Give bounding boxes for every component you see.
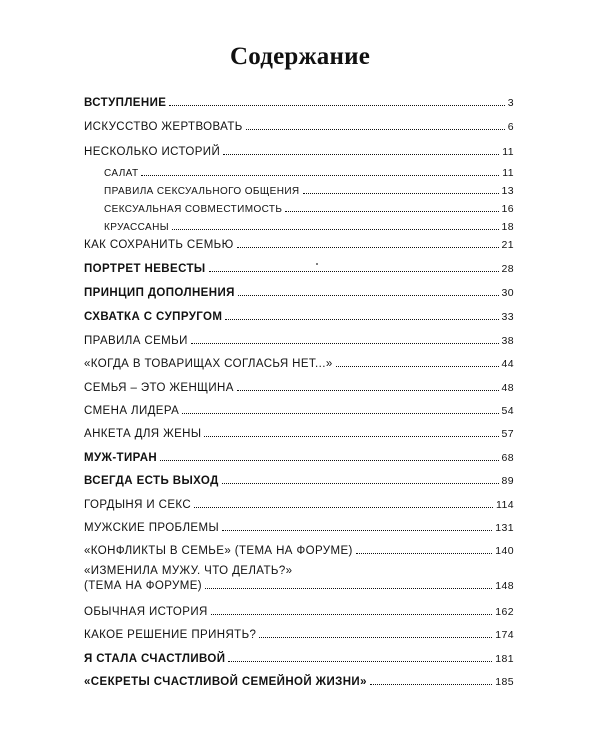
toc-entry-multiline[interactable] xyxy=(84,564,514,594)
leader-dots xyxy=(246,128,505,130)
toc-entry[interactable] xyxy=(84,262,514,276)
toc-entry[interactable] xyxy=(84,652,514,666)
toc-entry-page: 16 xyxy=(501,203,514,215)
leader-dots xyxy=(172,228,499,230)
toc-entry[interactable] xyxy=(84,675,514,689)
leader-dots xyxy=(204,435,498,437)
toc-entry[interactable] xyxy=(84,521,514,535)
leader-dots xyxy=(237,389,499,391)
leader-dots xyxy=(223,153,499,155)
leader-dots xyxy=(205,587,492,589)
toc-entry-label: «КОНФЛИКТЫ В СЕМЬЕ» (ТЕМА НА ФОРУМЕ) xyxy=(84,545,353,557)
toc-entry-label: ПРАВИЛА СЕКСУАЛЬНОГО ОБЩЕНИЯ xyxy=(104,186,300,197)
leader-dots xyxy=(194,506,493,508)
toc-entry-label-line1: «ИЗМЕНИЛА МУЖУ. ЧТО ДЕЛАТЬ?» xyxy=(84,565,293,577)
leader-dots xyxy=(209,270,499,272)
toc-entry-label: «СЕКРЕТЫ СЧАСТЛИВОЙ СЕМЕЙНОЙ ЖИЗНИ» xyxy=(84,676,367,688)
toc-entry-page: 181 xyxy=(495,653,514,665)
leader-dots xyxy=(141,174,499,176)
leader-dots xyxy=(237,246,499,248)
leader-dots xyxy=(370,683,492,685)
toc-entry-page: 3 xyxy=(507,97,514,109)
toc-entry-label: КРУАССАНЫ xyxy=(104,222,169,233)
toc-entry-label: КАК СОХРАНИТЬ СЕМЬЮ xyxy=(84,239,234,251)
toc-entry-label: СМЕНА ЛИДЕРА xyxy=(84,405,180,417)
toc-entry-label: ПОРТРЕТ НЕВЕСТЫ xyxy=(84,263,206,275)
toc-entry[interactable] xyxy=(84,238,514,252)
leader-dots xyxy=(160,459,498,461)
toc-entry-label: СЕМЬЯ – ЭТО ЖЕНЩИНА xyxy=(84,382,234,394)
toc-entry-label: «КОГДА В ТОВАРИЩАХ СОГЛАСЬЯ НЕТ...» xyxy=(84,358,333,370)
toc-entry-page: 68 xyxy=(501,452,514,464)
leader-dots xyxy=(169,104,504,106)
toc-entry-label: ОБЫЧНАЯ ИСТОРИЯ xyxy=(84,606,208,618)
toc-entry[interactable] xyxy=(84,334,514,348)
toc-subentry[interactable] xyxy=(104,184,514,199)
toc-entry-page: 30 xyxy=(501,287,514,299)
toc-entry[interactable] xyxy=(84,544,514,558)
toc-entry[interactable] xyxy=(84,404,514,418)
toc-entry[interactable] xyxy=(84,357,514,371)
toc-entry-label: КАКОЕ РЕШЕНИЕ ПРИНЯТЬ? xyxy=(84,629,257,641)
toc-entry-page: 148 xyxy=(495,580,514,592)
page-title: Содержание xyxy=(229,43,370,70)
toc-entry-page: 33 xyxy=(501,311,514,323)
toc-subentry[interactable] xyxy=(104,202,514,217)
toc-entry-label: АНКЕТА ДЛЯ ЖЕНЫ xyxy=(84,428,202,440)
toc-entry-page: 162 xyxy=(495,606,514,618)
toc-entry-page: 21 xyxy=(501,239,514,251)
toc-entry-label: Я СТАЛА СЧАСТЛИВОЙ xyxy=(84,653,226,665)
toc-entry[interactable] xyxy=(84,381,514,395)
toc-entry[interactable] xyxy=(84,310,514,324)
toc-entry-page: 13 xyxy=(501,185,514,197)
toc-entry-page: 140 xyxy=(495,545,514,557)
toc-entry-label: ПРАВИЛА СЕМЬИ xyxy=(84,335,188,347)
toc-entry-page: 185 xyxy=(495,676,514,688)
toc-entry[interactable] xyxy=(84,145,514,159)
leader-dots xyxy=(222,529,492,531)
toc-subentry[interactable] xyxy=(104,166,514,181)
leader-dots xyxy=(238,294,499,296)
toc-entry-label: НЕСКОЛЬКО ИСТОРИЙ xyxy=(84,146,221,158)
toc-entry-page: 28 xyxy=(501,263,514,275)
leader-dots xyxy=(285,210,498,212)
toc-entry-page: 48 xyxy=(501,382,514,394)
toc-entry[interactable] xyxy=(84,286,514,300)
leader-dots xyxy=(303,192,499,194)
toc-entry[interactable] xyxy=(84,474,514,488)
toc-entry-page: 44 xyxy=(501,358,514,370)
toc-entry-label: СХВАТКА С СУПРУГОМ xyxy=(84,311,223,323)
toc-entry-page: 6 xyxy=(507,121,514,133)
toc-entry-label: ВСЕГДА ЕСТЬ ВЫХОД xyxy=(84,475,219,487)
toc-entry[interactable] xyxy=(84,628,514,642)
toc-subentry[interactable] xyxy=(104,220,514,235)
toc-entry-label: МУЖСКИЕ ПРОБЛЕМЫ xyxy=(84,522,220,534)
toc-entry-label: ПРИНЦИП ДОПОЛНЕНИЯ xyxy=(84,287,235,299)
toc-entry-label: СЕКСУАЛЬНАЯ СОВМЕСТИМОСТЬ xyxy=(104,204,283,215)
toc-entry-page: 11 xyxy=(502,167,514,179)
toc-entry[interactable] xyxy=(84,451,514,465)
toc-entry[interactable] xyxy=(84,120,514,134)
leader-dots xyxy=(182,412,498,414)
toc-entry-page: 11 xyxy=(502,146,514,158)
toc-entry-page: 38 xyxy=(501,335,514,347)
toc-entry[interactable] xyxy=(84,96,514,110)
toc-entry-page: 131 xyxy=(495,522,514,534)
toc-entry-page: 114 xyxy=(496,499,514,511)
toc-entry[interactable] xyxy=(84,427,514,441)
toc-entry-page: 89 xyxy=(501,475,514,487)
toc-entry-page: 54 xyxy=(501,405,514,417)
toc-entry-page: 174 xyxy=(495,629,514,641)
leader-dots xyxy=(336,365,499,367)
toc-entry[interactable] xyxy=(84,605,514,619)
toc-entry-label: МУЖ-ТИРАН xyxy=(84,452,158,464)
leader-dots xyxy=(356,552,493,554)
leader-dots xyxy=(211,613,493,615)
toc-entry-label-line2: (ТЕМА НА ФОРУМЕ) xyxy=(84,580,203,592)
leader-dots xyxy=(259,636,492,638)
leader-dots xyxy=(228,660,492,662)
leader-dots xyxy=(225,318,498,320)
leader-dots xyxy=(191,342,499,344)
toc-entry[interactable] xyxy=(84,498,514,512)
toc-entry-label: ГОРДЫНЯ И СЕКС xyxy=(84,499,192,511)
leader-dots xyxy=(222,482,499,484)
toc-entry-page: 18 xyxy=(501,221,514,233)
toc-entry-label: ВСТУПЛЕНИЕ xyxy=(84,97,167,109)
toc-entry-label: ИСКУССТВО ЖЕРТВОВАТЬ xyxy=(84,121,243,133)
toc-entry-label: САЛАТ xyxy=(104,168,139,179)
print-speck xyxy=(316,263,318,265)
toc-entry-page: 57 xyxy=(501,428,514,440)
